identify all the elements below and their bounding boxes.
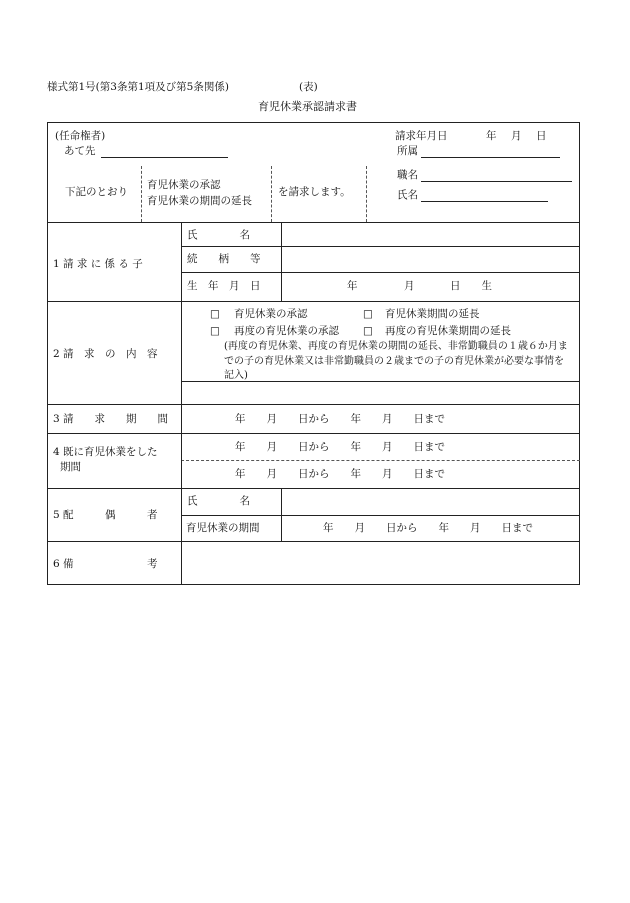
- affiliation-label: 所属: [397, 145, 418, 157]
- option-approval: 育児休業の承認: [147, 179, 221, 191]
- remarks-label: 6 備 考: [53, 558, 158, 570]
- divider: [181, 246, 580, 247]
- past-leave-period-2: 年 月 日から 年 月 日まで: [235, 468, 445, 480]
- name-label: 氏名: [397, 189, 418, 201]
- dashed-column-divider: [271, 166, 272, 222]
- option-extension: 育児休業の期間の延長: [147, 195, 252, 207]
- dashed-column-divider: [141, 166, 142, 222]
- checkbox-reextension[interactable]: □: [363, 325, 373, 337]
- column-divider: [281, 488, 282, 541]
- birth-year-label: 年: [347, 280, 358, 292]
- request-month-label: 月: [511, 130, 522, 142]
- divider: [47, 541, 580, 542]
- addressee-label: あて先: [64, 145, 96, 157]
- spouse-label: 5 配 偶 者: [53, 509, 158, 521]
- reason-note: (再度の育児休業、再度の育児休業の期間の延長、非常勤職員の１歳６か月までの子の育児休業又は非常勤職員の２歳までの子の育児休業が必要な事情を記入): [224, 341, 568, 381]
- opt-approval-label: 育児休業の承認: [234, 308, 308, 320]
- past-leave-period-1: 年 月 日から 年 月 日まで: [235, 441, 445, 453]
- addressee-field[interactable]: [101, 157, 228, 158]
- checkbox-extension[interactable]: □: [363, 308, 373, 320]
- spouse-name-label: 氏 名: [187, 495, 250, 507]
- child-name-label: 氏 名: [187, 229, 250, 241]
- request-day-label: 日: [536, 130, 547, 142]
- column-divider: [181, 222, 182, 585]
- request-content-label: 2 請 求 の 内 容: [53, 348, 158, 360]
- divider: [181, 272, 580, 273]
- column-divider: [281, 222, 282, 301]
- request-period-label: 3 請 求 期 間: [53, 413, 169, 425]
- divider: [47, 222, 580, 223]
- dashed-divider: [181, 460, 580, 461]
- opt-extension-label: 育児休業期間の延長: [385, 308, 480, 320]
- divider: [47, 404, 580, 405]
- following-text: 下記のとおり: [65, 186, 128, 198]
- divider: [47, 433, 580, 434]
- child-birth-label: 生 年 月 日: [187, 280, 261, 292]
- opt-reextension-label: 再度の育児休業期間の延長: [385, 325, 511, 337]
- form-side: (表): [299, 81, 318, 93]
- past-leave-label-cont: 期間: [60, 461, 81, 473]
- document-title: 育児休業承認請求書: [258, 100, 357, 113]
- name-field[interactable]: [421, 201, 548, 202]
- divider: [47, 301, 580, 302]
- spouse-leave-label: 育児休業の期間: [186, 522, 260, 534]
- checkbox-approval[interactable]: □: [210, 308, 220, 320]
- divider: [181, 515, 580, 516]
- dashed-column-divider: [366, 166, 367, 222]
- form-number: 様式第1号(第3条第1項及び第5条関係): [47, 81, 229, 93]
- past-leave-label: 4 既に育児休業をした: [53, 446, 158, 458]
- child-relation-label: 続 柄 等: [187, 253, 261, 265]
- request-date-label: 請求年月日: [395, 130, 448, 142]
- checkbox-reapproval[interactable]: □: [210, 325, 220, 337]
- birth-day-label: 日 生: [450, 280, 492, 292]
- child-section-label: 1 請 求 に 係 る 子: [53, 258, 143, 270]
- opt-reapproval-label: 再度の育児休業の承認: [234, 325, 339, 337]
- divider: [47, 488, 580, 489]
- request-period-value: 年 月 日から 年 月 日まで: [235, 413, 445, 425]
- affiliation-field[interactable]: [421, 157, 560, 158]
- request-suffix: を請求します。: [278, 186, 351, 198]
- position-label: 職名: [397, 169, 418, 181]
- birth-month-label: 月: [404, 280, 415, 292]
- position-field[interactable]: [421, 181, 572, 182]
- appointing-authority-label: (任命権者): [55, 130, 106, 142]
- request-year-label: 年: [486, 130, 497, 142]
- spouse-leave-period: 年 月 日から 年 月 日まで: [323, 522, 533, 534]
